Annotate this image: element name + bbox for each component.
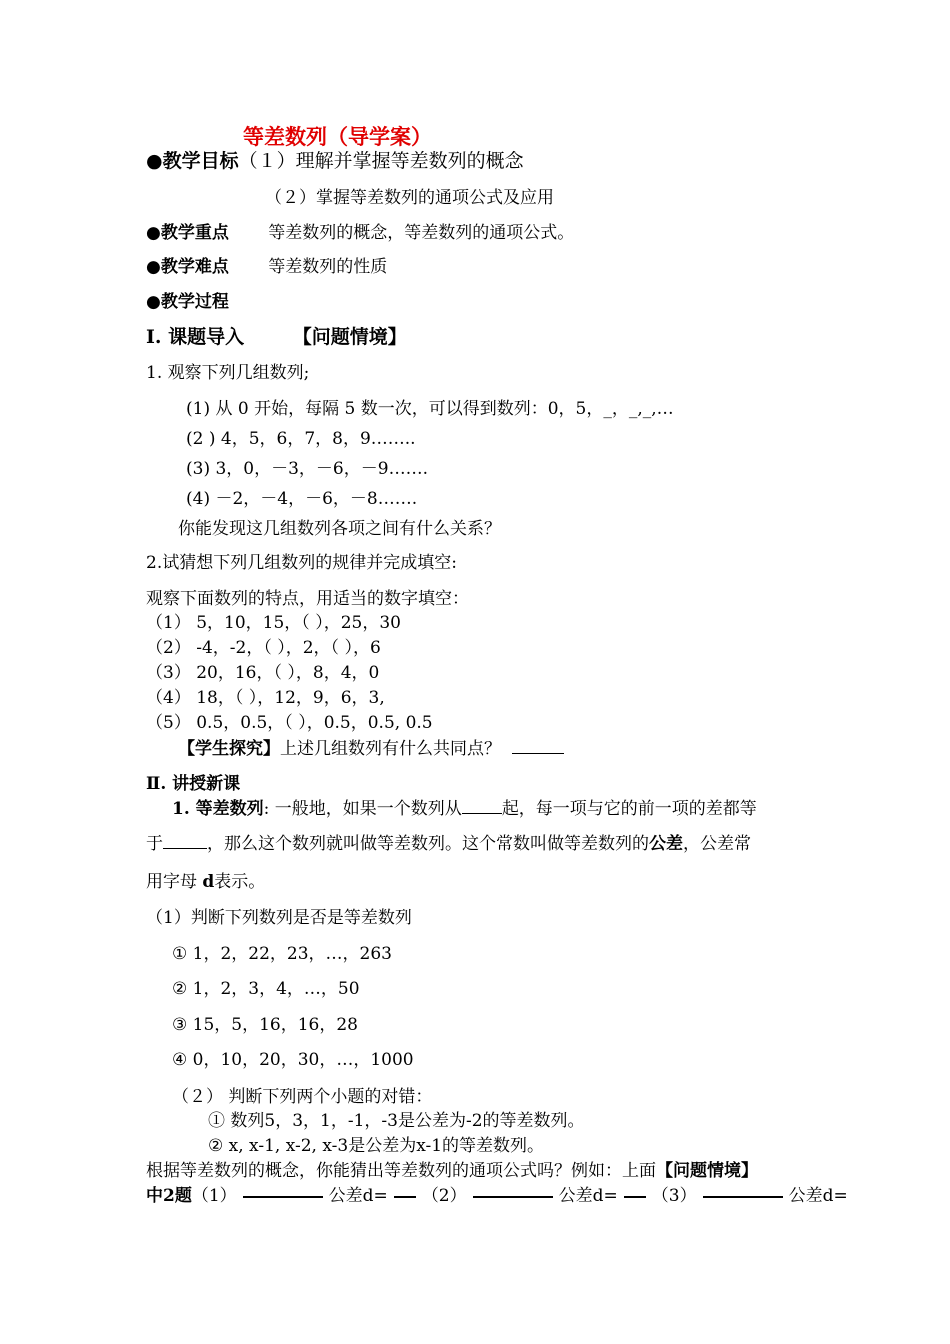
definition-text-b: 起，每一项与它的前一项的差都等 <box>501 799 757 819</box>
definition-blank-2[interactable] <box>163 834 207 849</box>
answer-line-1[interactable] <box>243 1196 323 1198</box>
closing-line-2 <box>146 1185 848 1207</box>
explore-label: 【学生探究】 <box>178 739 280 759</box>
judge2-item-1: ① 数列5，3，1，-1，-3是公差为-2的等差数列。 <box>208 1111 585 1131</box>
q1-question: 你能发现这几组数列各项之间有什么关系？ <box>178 519 501 539</box>
judge2-title: （２） 判断下列两个小题的对错： <box>172 1087 433 1107</box>
q2-item-1: （1） 5，10，15，（ ），25，30 <box>146 613 401 633</box>
closing-bold: 中2题 <box>146 1186 192 1206</box>
definition-line-3 <box>146 871 265 893</box>
q1-item-2: (2 ) 4，5，6，7，8，9…….. <box>186 429 416 449</box>
definition-text-a: : 一般地，如果一个数列从 <box>263 799 462 819</box>
q1-item-3: (3) 3，0，－3，－6，－9……. <box>186 459 428 479</box>
definition-term: 公差 <box>649 834 683 854</box>
goals-label: ●教学目标 <box>146 150 239 172</box>
definition-label: 1. 等差数列 <box>172 799 264 819</box>
difficulty-label: ●教学难点 <box>146 257 229 277</box>
goal-1: （１）理解并掌握等差数列的概念 <box>238 150 524 172</box>
goals-row <box>146 149 524 173</box>
goal-2: （２）掌握等差数列的通项公式及应用 <box>265 188 554 208</box>
judge1-item-4: ④ 0，10，20，30，…，1000 <box>172 1050 414 1070</box>
diff-line-2[interactable] <box>624 1196 646 1198</box>
definition-blank-1[interactable] <box>462 799 502 814</box>
q2-item-4: （4） 18，（ ），12，9，6，3, <box>146 688 385 708</box>
q2-item-5: （5） 0.5，0.5，（ ），0.5，0.5, 0.5 <box>146 713 433 733</box>
explore-row <box>178 738 564 760</box>
closing-text: 根据等差数列的概念，你能猜出等差数列的通项公式吗？例如：上面 <box>146 1161 656 1181</box>
diff-label-3: 公差d= <box>788 1186 848 1206</box>
q2-intro: 2.试猜想下列几组数列的规律并完成填空: <box>146 553 457 573</box>
diff-line-1[interactable] <box>394 1196 416 1198</box>
definition-text-g: 表示。 <box>214 872 266 892</box>
answer-line-2[interactable] <box>473 1196 553 1198</box>
difficulty-row <box>146 256 387 278</box>
q2-item-3: （3） 20，16，（ ），8，4，0 <box>146 663 380 683</box>
key-point-label: ●教学重点 <box>146 223 229 243</box>
section1-tag: 【问题情境】 <box>292 326 407 348</box>
judge1-item-1: ① 1，2，22，23，…，263 <box>172 944 392 964</box>
page-title: 等差数列（导学案） <box>243 124 432 149</box>
q1-intro: 1. 观察下列几组数列; <box>146 363 310 383</box>
explore-text: 上述几组数列有什么共同点？ <box>280 739 501 759</box>
q1-item-4: (4) －2，－4，－6，－8……. <box>186 489 418 509</box>
definition-text-c: 于 <box>146 834 163 854</box>
closing-part-1: （1） <box>191 1186 237 1206</box>
closing-part-2: （2） <box>421 1186 467 1206</box>
definition-line-1 <box>172 798 757 820</box>
judge1-item-3: ③ 15，5，16，16，28 <box>172 1015 358 1035</box>
judge1-item-2: ② 1，2，3，4，…，50 <box>172 979 360 999</box>
explore-blank[interactable] <box>512 739 564 754</box>
closing-part-3: （3） <box>651 1186 697 1206</box>
section1-heading-row <box>146 325 407 349</box>
section2-heading: Ⅱ. 讲授新课 <box>146 774 241 794</box>
definition-text-e: ，公差常 <box>683 834 751 854</box>
definition-letter: d <box>202 872 215 892</box>
diff-label-1: 公差d= <box>328 1186 388 1206</box>
key-point-row <box>146 222 574 244</box>
q1-item-1: (1) 从 0 开始，每隔 5 数一次，可以得到数列：0，5，_，_,_,… <box>186 399 674 419</box>
judge2-item-2: ② x, x-1, x-2, x-3是公差为x-1的等差数列。 <box>208 1136 545 1156</box>
definition-text-d: ，那么这个数列就叫做等差数列。这个常数叫做等差数列的 <box>207 834 649 854</box>
closing-line-1 <box>146 1160 758 1182</box>
judge1-title: （1）判断下列数列是否是等差数列 <box>146 908 412 928</box>
closing-tag: 【问题情境】 <box>656 1161 758 1181</box>
key-point-text: 等差数列的概念，等差数列的通项公式。 <box>268 223 575 243</box>
process-label: ●教学过程 <box>146 292 229 312</box>
q2-sub: 观察下面数列的特点，用适当的数字填空： <box>146 589 469 609</box>
diff-label-2: 公差d= <box>558 1186 618 1206</box>
q2-item-2: （2） -4，-2，（ ），2，（ ），6 <box>146 638 381 658</box>
definition-text-f: 用字母 <box>146 872 197 892</box>
answer-line-3[interactable] <box>703 1196 783 1198</box>
section1-heading: Ⅰ. 课题导入 <box>146 326 245 348</box>
definition-line-2 <box>146 833 751 855</box>
difficulty-text: 等差数列的性质 <box>268 257 388 277</box>
